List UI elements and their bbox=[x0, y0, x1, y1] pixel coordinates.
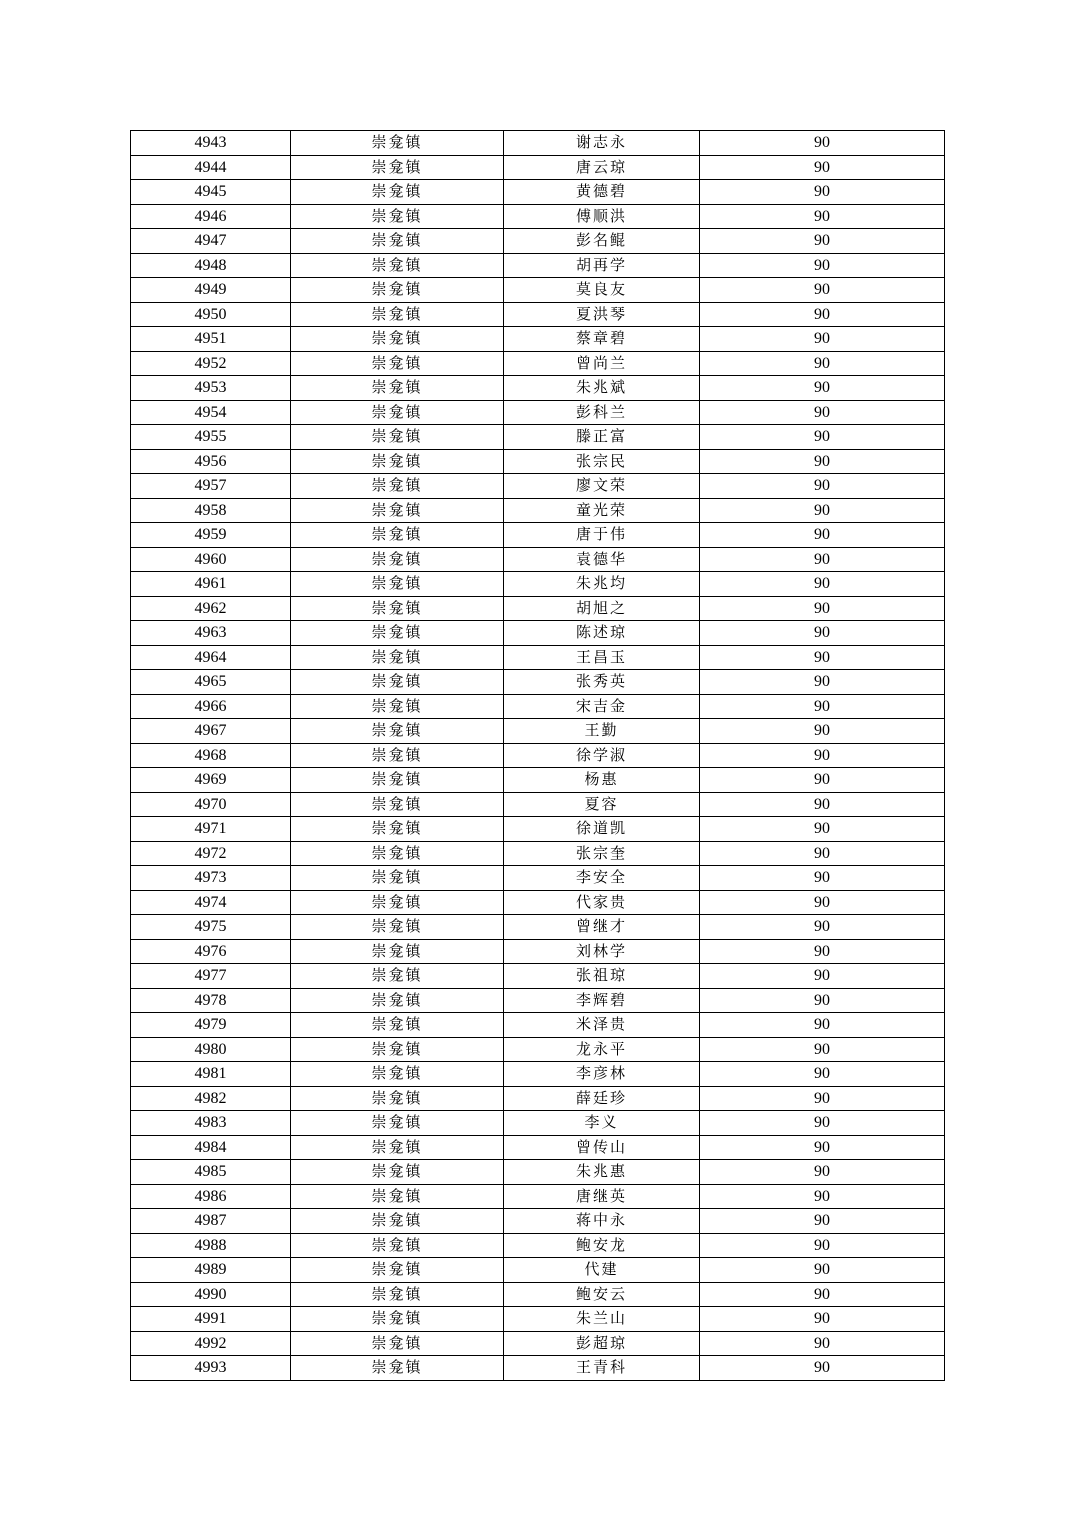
town-cell: 崇龛镇 bbox=[291, 1282, 504, 1307]
score-cell: 90 bbox=[700, 327, 945, 352]
person-name-cell: 朱兆惠 bbox=[504, 1160, 700, 1185]
row-number-cell: 4978 bbox=[131, 988, 291, 1013]
person-name-cell: 鲍安云 bbox=[504, 1282, 700, 1307]
town-cell: 崇龛镇 bbox=[291, 1307, 504, 1332]
town-cell: 崇龛镇 bbox=[291, 719, 504, 744]
row-number-cell: 4957 bbox=[131, 474, 291, 499]
score-cell: 90 bbox=[700, 204, 945, 229]
score-cell: 90 bbox=[700, 1233, 945, 1258]
town-cell: 崇龛镇 bbox=[291, 229, 504, 254]
score-cell: 90 bbox=[700, 1258, 945, 1283]
table-row bbox=[131, 547, 945, 572]
table-row bbox=[131, 1135, 945, 1160]
town-cell: 崇龛镇 bbox=[291, 1331, 504, 1356]
town-cell: 崇龛镇 bbox=[291, 1135, 504, 1160]
town-cell: 崇龛镇 bbox=[291, 743, 504, 768]
row-number-cell: 4977 bbox=[131, 964, 291, 989]
person-name-cell: 米泽贵 bbox=[504, 1013, 700, 1038]
table-row bbox=[131, 1356, 945, 1381]
score-cell: 90 bbox=[700, 1037, 945, 1062]
table-row bbox=[131, 719, 945, 744]
town-cell: 崇龛镇 bbox=[291, 302, 504, 327]
table-row bbox=[131, 449, 945, 474]
person-name-cell: 代家贵 bbox=[504, 890, 700, 915]
town-cell: 崇龛镇 bbox=[291, 596, 504, 621]
score-cell: 90 bbox=[700, 180, 945, 205]
person-name-cell: 夏容 bbox=[504, 792, 700, 817]
town-cell: 崇龛镇 bbox=[291, 1111, 504, 1136]
table-row bbox=[131, 939, 945, 964]
person-name-cell: 滕正富 bbox=[504, 425, 700, 450]
row-number-cell: 4952 bbox=[131, 351, 291, 376]
table-row bbox=[131, 915, 945, 940]
score-cell: 90 bbox=[700, 498, 945, 523]
town-cell: 崇龛镇 bbox=[291, 939, 504, 964]
town-cell: 崇龛镇 bbox=[291, 964, 504, 989]
score-cell: 90 bbox=[700, 1111, 945, 1136]
row-number-cell: 4972 bbox=[131, 841, 291, 866]
table-row bbox=[131, 1184, 945, 1209]
table-row bbox=[131, 498, 945, 523]
town-cell: 崇龛镇 bbox=[291, 1037, 504, 1062]
table-row bbox=[131, 621, 945, 646]
person-name-cell: 蒋中永 bbox=[504, 1209, 700, 1234]
row-number-cell: 4949 bbox=[131, 278, 291, 303]
town-cell: 崇龛镇 bbox=[291, 841, 504, 866]
row-number-cell: 4955 bbox=[131, 425, 291, 450]
row-number-cell: 4954 bbox=[131, 400, 291, 425]
roster-table bbox=[130, 130, 945, 1381]
town-cell: 崇龛镇 bbox=[291, 1062, 504, 1087]
town-cell: 崇龛镇 bbox=[291, 180, 504, 205]
table-row bbox=[131, 376, 945, 401]
row-number-cell: 4962 bbox=[131, 596, 291, 621]
row-number-cell: 4968 bbox=[131, 743, 291, 768]
table-row bbox=[131, 1233, 945, 1258]
row-number-cell: 4960 bbox=[131, 547, 291, 572]
row-number-cell: 4982 bbox=[131, 1086, 291, 1111]
town-cell: 崇龛镇 bbox=[291, 1209, 504, 1234]
person-name-cell: 曾尚兰 bbox=[504, 351, 700, 376]
town-cell: 崇龛镇 bbox=[291, 278, 504, 303]
table-row bbox=[131, 1282, 945, 1307]
row-number-cell: 4985 bbox=[131, 1160, 291, 1185]
person-name-cell: 王青科 bbox=[504, 1356, 700, 1381]
score-cell: 90 bbox=[700, 792, 945, 817]
score-cell: 90 bbox=[700, 694, 945, 719]
row-number-cell: 4979 bbox=[131, 1013, 291, 1038]
person-name-cell: 李义 bbox=[504, 1111, 700, 1136]
town-cell: 崇龛镇 bbox=[291, 572, 504, 597]
town-cell: 崇龛镇 bbox=[291, 425, 504, 450]
table-row bbox=[131, 817, 945, 842]
town-cell: 崇龛镇 bbox=[291, 1233, 504, 1258]
row-number-cell: 4951 bbox=[131, 327, 291, 352]
town-cell: 崇龛镇 bbox=[291, 523, 504, 548]
row-number-cell: 4976 bbox=[131, 939, 291, 964]
person-name-cell: 薛廷珍 bbox=[504, 1086, 700, 1111]
row-number-cell: 4947 bbox=[131, 229, 291, 254]
town-cell: 崇龛镇 bbox=[291, 866, 504, 891]
person-name-cell: 李辉碧 bbox=[504, 988, 700, 1013]
document-table-container bbox=[130, 130, 945, 1381]
row-number-cell: 4950 bbox=[131, 302, 291, 327]
person-name-cell: 陈述琼 bbox=[504, 621, 700, 646]
table-row bbox=[131, 572, 945, 597]
table-row bbox=[131, 1111, 945, 1136]
person-name-cell: 徐道凯 bbox=[504, 817, 700, 842]
person-name-cell: 彭科兰 bbox=[504, 400, 700, 425]
person-name-cell: 张秀英 bbox=[504, 670, 700, 695]
person-name-cell: 胡旭之 bbox=[504, 596, 700, 621]
table-row bbox=[131, 474, 945, 499]
table-row bbox=[131, 1086, 945, 1111]
person-name-cell: 代建 bbox=[504, 1258, 700, 1283]
town-cell: 崇龛镇 bbox=[291, 351, 504, 376]
table-row bbox=[131, 155, 945, 180]
town-cell: 崇龛镇 bbox=[291, 670, 504, 695]
person-name-cell: 张祖琼 bbox=[504, 964, 700, 989]
person-name-cell: 张宗民 bbox=[504, 449, 700, 474]
person-name-cell: 宋吉金 bbox=[504, 694, 700, 719]
score-cell: 90 bbox=[700, 253, 945, 278]
town-cell: 崇龛镇 bbox=[291, 155, 504, 180]
table-row bbox=[131, 131, 945, 156]
town-cell: 崇龛镇 bbox=[291, 915, 504, 940]
score-cell: 90 bbox=[700, 351, 945, 376]
score-cell: 90 bbox=[700, 229, 945, 254]
score-cell: 90 bbox=[700, 1356, 945, 1381]
person-name-cell: 夏洪琴 bbox=[504, 302, 700, 327]
person-name-cell: 刘林学 bbox=[504, 939, 700, 964]
row-number-cell: 4961 bbox=[131, 572, 291, 597]
score-cell: 90 bbox=[700, 1184, 945, 1209]
score-cell: 90 bbox=[700, 645, 945, 670]
person-name-cell: 朱兆斌 bbox=[504, 376, 700, 401]
town-cell: 崇龛镇 bbox=[291, 792, 504, 817]
town-cell: 崇龛镇 bbox=[291, 694, 504, 719]
row-number-cell: 4970 bbox=[131, 792, 291, 817]
person-name-cell: 朱兰山 bbox=[504, 1307, 700, 1332]
table-row bbox=[131, 1307, 945, 1332]
person-name-cell: 李安全 bbox=[504, 866, 700, 891]
row-number-cell: 4965 bbox=[131, 670, 291, 695]
row-number-cell: 4988 bbox=[131, 1233, 291, 1258]
table-row bbox=[131, 645, 945, 670]
score-cell: 90 bbox=[700, 939, 945, 964]
score-cell: 90 bbox=[700, 449, 945, 474]
score-cell: 90 bbox=[700, 474, 945, 499]
table-row bbox=[131, 670, 945, 695]
table-row bbox=[131, 743, 945, 768]
person-name-cell: 彭超琼 bbox=[504, 1331, 700, 1356]
person-name-cell: 曾传山 bbox=[504, 1135, 700, 1160]
town-cell: 崇龛镇 bbox=[291, 498, 504, 523]
score-cell: 90 bbox=[700, 1013, 945, 1038]
score-cell: 90 bbox=[700, 523, 945, 548]
table-row bbox=[131, 1331, 945, 1356]
row-number-cell: 4944 bbox=[131, 155, 291, 180]
table-row bbox=[131, 204, 945, 229]
person-name-cell: 廖文荣 bbox=[504, 474, 700, 499]
person-name-cell: 王昌玉 bbox=[504, 645, 700, 670]
row-number-cell: 4966 bbox=[131, 694, 291, 719]
town-cell: 崇龛镇 bbox=[291, 204, 504, 229]
score-cell: 90 bbox=[700, 572, 945, 597]
score-cell: 90 bbox=[700, 964, 945, 989]
score-cell: 90 bbox=[700, 890, 945, 915]
person-name-cell: 谢志永 bbox=[504, 131, 700, 156]
row-number-cell: 4992 bbox=[131, 1331, 291, 1356]
town-cell: 崇龛镇 bbox=[291, 1160, 504, 1185]
row-number-cell: 4956 bbox=[131, 449, 291, 474]
person-name-cell: 徐学淑 bbox=[504, 743, 700, 768]
score-cell: 90 bbox=[700, 1135, 945, 1160]
score-cell: 90 bbox=[700, 1062, 945, 1087]
score-cell: 90 bbox=[700, 841, 945, 866]
table-row bbox=[131, 890, 945, 915]
person-name-cell: 张宗奎 bbox=[504, 841, 700, 866]
person-name-cell: 鲍安龙 bbox=[504, 1233, 700, 1258]
row-number-cell: 4974 bbox=[131, 890, 291, 915]
town-cell: 崇龛镇 bbox=[291, 768, 504, 793]
person-name-cell: 曾继才 bbox=[504, 915, 700, 940]
row-number-cell: 4971 bbox=[131, 817, 291, 842]
score-cell: 90 bbox=[700, 621, 945, 646]
score-cell: 90 bbox=[700, 1086, 945, 1111]
person-name-cell: 唐云琼 bbox=[504, 155, 700, 180]
score-cell: 90 bbox=[700, 1282, 945, 1307]
town-cell: 崇龛镇 bbox=[291, 817, 504, 842]
table-row bbox=[131, 841, 945, 866]
person-name-cell: 彭名鲲 bbox=[504, 229, 700, 254]
score-cell: 90 bbox=[700, 915, 945, 940]
town-cell: 崇龛镇 bbox=[291, 253, 504, 278]
score-cell: 90 bbox=[700, 400, 945, 425]
table-row bbox=[131, 1062, 945, 1087]
town-cell: 崇龛镇 bbox=[291, 1184, 504, 1209]
person-name-cell: 王勤 bbox=[504, 719, 700, 744]
score-cell: 90 bbox=[700, 302, 945, 327]
row-number-cell: 4981 bbox=[131, 1062, 291, 1087]
table-row bbox=[131, 988, 945, 1013]
person-name-cell: 傅顺洪 bbox=[504, 204, 700, 229]
score-cell: 90 bbox=[700, 278, 945, 303]
table-row bbox=[131, 523, 945, 548]
row-number-cell: 4964 bbox=[131, 645, 291, 670]
table-row bbox=[131, 1160, 945, 1185]
table-row bbox=[131, 327, 945, 352]
town-cell: 崇龛镇 bbox=[291, 474, 504, 499]
score-cell: 90 bbox=[700, 1160, 945, 1185]
row-number-cell: 4963 bbox=[131, 621, 291, 646]
row-number-cell: 4993 bbox=[131, 1356, 291, 1381]
person-name-cell: 蔡章碧 bbox=[504, 327, 700, 352]
town-cell: 崇龛镇 bbox=[291, 449, 504, 474]
table-row bbox=[131, 792, 945, 817]
row-number-cell: 4987 bbox=[131, 1209, 291, 1234]
score-cell: 90 bbox=[700, 988, 945, 1013]
town-cell: 崇龛镇 bbox=[291, 547, 504, 572]
table-row bbox=[131, 400, 945, 425]
table-row bbox=[131, 1013, 945, 1038]
score-cell: 90 bbox=[700, 768, 945, 793]
row-number-cell: 4990 bbox=[131, 1282, 291, 1307]
town-cell: 崇龛镇 bbox=[291, 376, 504, 401]
score-cell: 90 bbox=[700, 866, 945, 891]
town-cell: 崇龛镇 bbox=[291, 1086, 504, 1111]
table-row bbox=[131, 964, 945, 989]
row-number-cell: 4946 bbox=[131, 204, 291, 229]
row-number-cell: 4945 bbox=[131, 180, 291, 205]
table-row bbox=[131, 253, 945, 278]
table-row bbox=[131, 694, 945, 719]
score-cell: 90 bbox=[700, 743, 945, 768]
row-number-cell: 4986 bbox=[131, 1184, 291, 1209]
table-row bbox=[131, 1209, 945, 1234]
table-row bbox=[131, 866, 945, 891]
town-cell: 崇龛镇 bbox=[291, 988, 504, 1013]
score-cell: 90 bbox=[700, 719, 945, 744]
town-cell: 崇龛镇 bbox=[291, 890, 504, 915]
town-cell: 崇龛镇 bbox=[291, 1258, 504, 1283]
person-name-cell: 杨惠 bbox=[504, 768, 700, 793]
row-number-cell: 4943 bbox=[131, 131, 291, 156]
table-row bbox=[131, 180, 945, 205]
row-number-cell: 4989 bbox=[131, 1258, 291, 1283]
row-number-cell: 4959 bbox=[131, 523, 291, 548]
score-cell: 90 bbox=[700, 547, 945, 572]
person-name-cell: 莫良友 bbox=[504, 278, 700, 303]
table-row bbox=[131, 425, 945, 450]
table-row bbox=[131, 1037, 945, 1062]
score-cell: 90 bbox=[700, 131, 945, 156]
score-cell: 90 bbox=[700, 596, 945, 621]
person-name-cell: 袁德华 bbox=[504, 547, 700, 572]
person-name-cell: 黄德碧 bbox=[504, 180, 700, 205]
score-cell: 90 bbox=[700, 155, 945, 180]
town-cell: 崇龛镇 bbox=[291, 1013, 504, 1038]
row-number-cell: 4975 bbox=[131, 915, 291, 940]
person-name-cell: 龙永平 bbox=[504, 1037, 700, 1062]
person-name-cell: 唐于伟 bbox=[504, 523, 700, 548]
row-number-cell: 4948 bbox=[131, 253, 291, 278]
score-cell: 90 bbox=[700, 817, 945, 842]
row-number-cell: 4973 bbox=[131, 866, 291, 891]
town-cell: 崇龛镇 bbox=[291, 1356, 504, 1381]
table-row bbox=[131, 1258, 945, 1283]
person-name-cell: 童光荣 bbox=[504, 498, 700, 523]
town-cell: 崇龛镇 bbox=[291, 645, 504, 670]
person-name-cell: 李彦林 bbox=[504, 1062, 700, 1087]
row-number-cell: 4991 bbox=[131, 1307, 291, 1332]
row-number-cell: 4984 bbox=[131, 1135, 291, 1160]
roster-table-body bbox=[131, 131, 945, 1381]
town-cell: 崇龛镇 bbox=[291, 400, 504, 425]
score-cell: 90 bbox=[700, 1307, 945, 1332]
table-row bbox=[131, 278, 945, 303]
person-name-cell: 朱兆均 bbox=[504, 572, 700, 597]
table-row bbox=[131, 351, 945, 376]
score-cell: 90 bbox=[700, 670, 945, 695]
score-cell: 90 bbox=[700, 1209, 945, 1234]
table-row bbox=[131, 596, 945, 621]
row-number-cell: 4958 bbox=[131, 498, 291, 523]
town-cell: 崇龛镇 bbox=[291, 131, 504, 156]
row-number-cell: 4953 bbox=[131, 376, 291, 401]
score-cell: 90 bbox=[700, 1331, 945, 1356]
score-cell: 90 bbox=[700, 376, 945, 401]
town-cell: 崇龛镇 bbox=[291, 327, 504, 352]
row-number-cell: 4969 bbox=[131, 768, 291, 793]
score-cell: 90 bbox=[700, 425, 945, 450]
row-number-cell: 4967 bbox=[131, 719, 291, 744]
town-cell: 崇龛镇 bbox=[291, 621, 504, 646]
table-row bbox=[131, 302, 945, 327]
table-row bbox=[131, 768, 945, 793]
person-name-cell: 唐继英 bbox=[504, 1184, 700, 1209]
row-number-cell: 4983 bbox=[131, 1111, 291, 1136]
person-name-cell: 胡再学 bbox=[504, 253, 700, 278]
table-row bbox=[131, 229, 945, 254]
row-number-cell: 4980 bbox=[131, 1037, 291, 1062]
